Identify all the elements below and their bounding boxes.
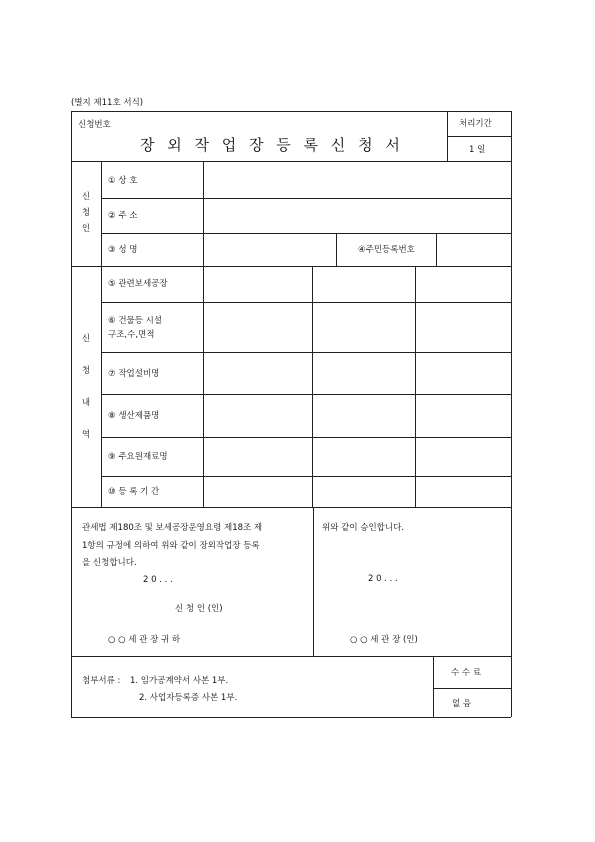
bonded-factory-label: ⑤ 관련보세공장 <box>108 279 168 289</box>
frame-bottom-line <box>71 717 511 718</box>
details-row-line-1 <box>101 302 511 303</box>
application-text-line1: 관세법 제180조 및 보세공장운영요령 제18조 제 <box>82 523 263 533</box>
label-value-divider <box>203 161 204 507</box>
application-text-line3: 을 신청합니다. <box>82 558 137 568</box>
details-char-4: 역 <box>81 430 91 440</box>
details-char-1: 신 <box>81 334 91 344</box>
trade-name-label: ① 상 호 <box>108 176 138 186</box>
fee-value: 없 음 <box>452 699 472 709</box>
product-label: ⑧ 생산제품명 <box>108 411 160 421</box>
details-bottom-line <box>71 507 511 508</box>
section-label-divider <box>101 161 102 507</box>
header-bottom-line <box>71 161 511 162</box>
application-bottom-line <box>71 656 511 657</box>
details-row-line-4 <box>101 437 511 438</box>
applicant-bottom-line <box>71 266 511 267</box>
details-row-line-2 <box>101 352 511 353</box>
fee-divider <box>433 656 434 717</box>
application-date: 2 0 . . . <box>143 575 173 585</box>
details-char-2: 청 <box>81 366 91 376</box>
details-section-label <box>71 334 101 440</box>
form-title: 장 외 작 업 장 등 록 신 청 서 <box>140 136 404 154</box>
processing-period-value: 1 일 <box>469 145 486 155</box>
address-label: ② 주 소 <box>108 211 138 221</box>
application-text-line2: 1항의 규정에 의하여 위와 같이 장외작업장 등록 <box>82 541 260 551</box>
details-row-line-5 <box>101 476 511 477</box>
details-char-3: 내 <box>81 398 91 408</box>
frame-right-line <box>511 111 512 717</box>
details-row-line-3 <box>101 394 511 395</box>
fee-label: 수 수 료 <box>451 668 482 678</box>
applicant-char-1: 신 <box>81 192 91 202</box>
applicant-section-label <box>71 192 101 234</box>
attachments-label: 첨부서류 : <box>82 676 121 686</box>
applicant-char-3: 인 <box>81 224 91 234</box>
receipt-number-label: 신청번호 <box>78 120 111 130</box>
building-label-line2: 구조,수,면적 <box>108 330 155 340</box>
fee-row-line <box>433 688 511 689</box>
name-label: ③ 성 명 <box>108 245 138 255</box>
equipment-label: ⑦ 작업설비명 <box>108 369 160 379</box>
frame-top-line <box>71 111 511 112</box>
form-number-label: (별지 제11호 서식) <box>71 98 144 108</box>
attachment-2: 2. 사업자등록증 사본 1부. <box>139 693 238 703</box>
customs-chief-signature: ○ ○ 세 관 장 (인) <box>350 635 418 645</box>
material-label: ⑨ 주요원재료명 <box>108 452 168 462</box>
approval-text: 위와 같이 승인합니다. <box>322 523 405 533</box>
addressee-line: ○ ○ 세 관 장 귀 하 <box>108 635 181 645</box>
processing-divider <box>447 136 511 137</box>
applicant-char-2: 청 <box>81 208 91 218</box>
row-line-2 <box>101 233 511 234</box>
period-label: ⑩ 등 록 기 간 <box>108 487 160 497</box>
building-label-line1: ⑥ 건물등 시설 <box>108 316 163 326</box>
resident-number-label: ④주민등록번호 <box>358 245 415 255</box>
row-line-1 <box>101 198 511 199</box>
processing-period-label: 처리기간 <box>459 119 492 129</box>
approval-date: 2 0 . . . <box>368 574 398 584</box>
resident-divider <box>436 233 437 266</box>
applicant-signature: 신 청 인 (인) <box>175 604 223 614</box>
application-divider <box>313 507 314 656</box>
name-divider <box>336 233 337 266</box>
attachment-1: 1. 임가공계약서 사본 1부. <box>130 676 229 686</box>
